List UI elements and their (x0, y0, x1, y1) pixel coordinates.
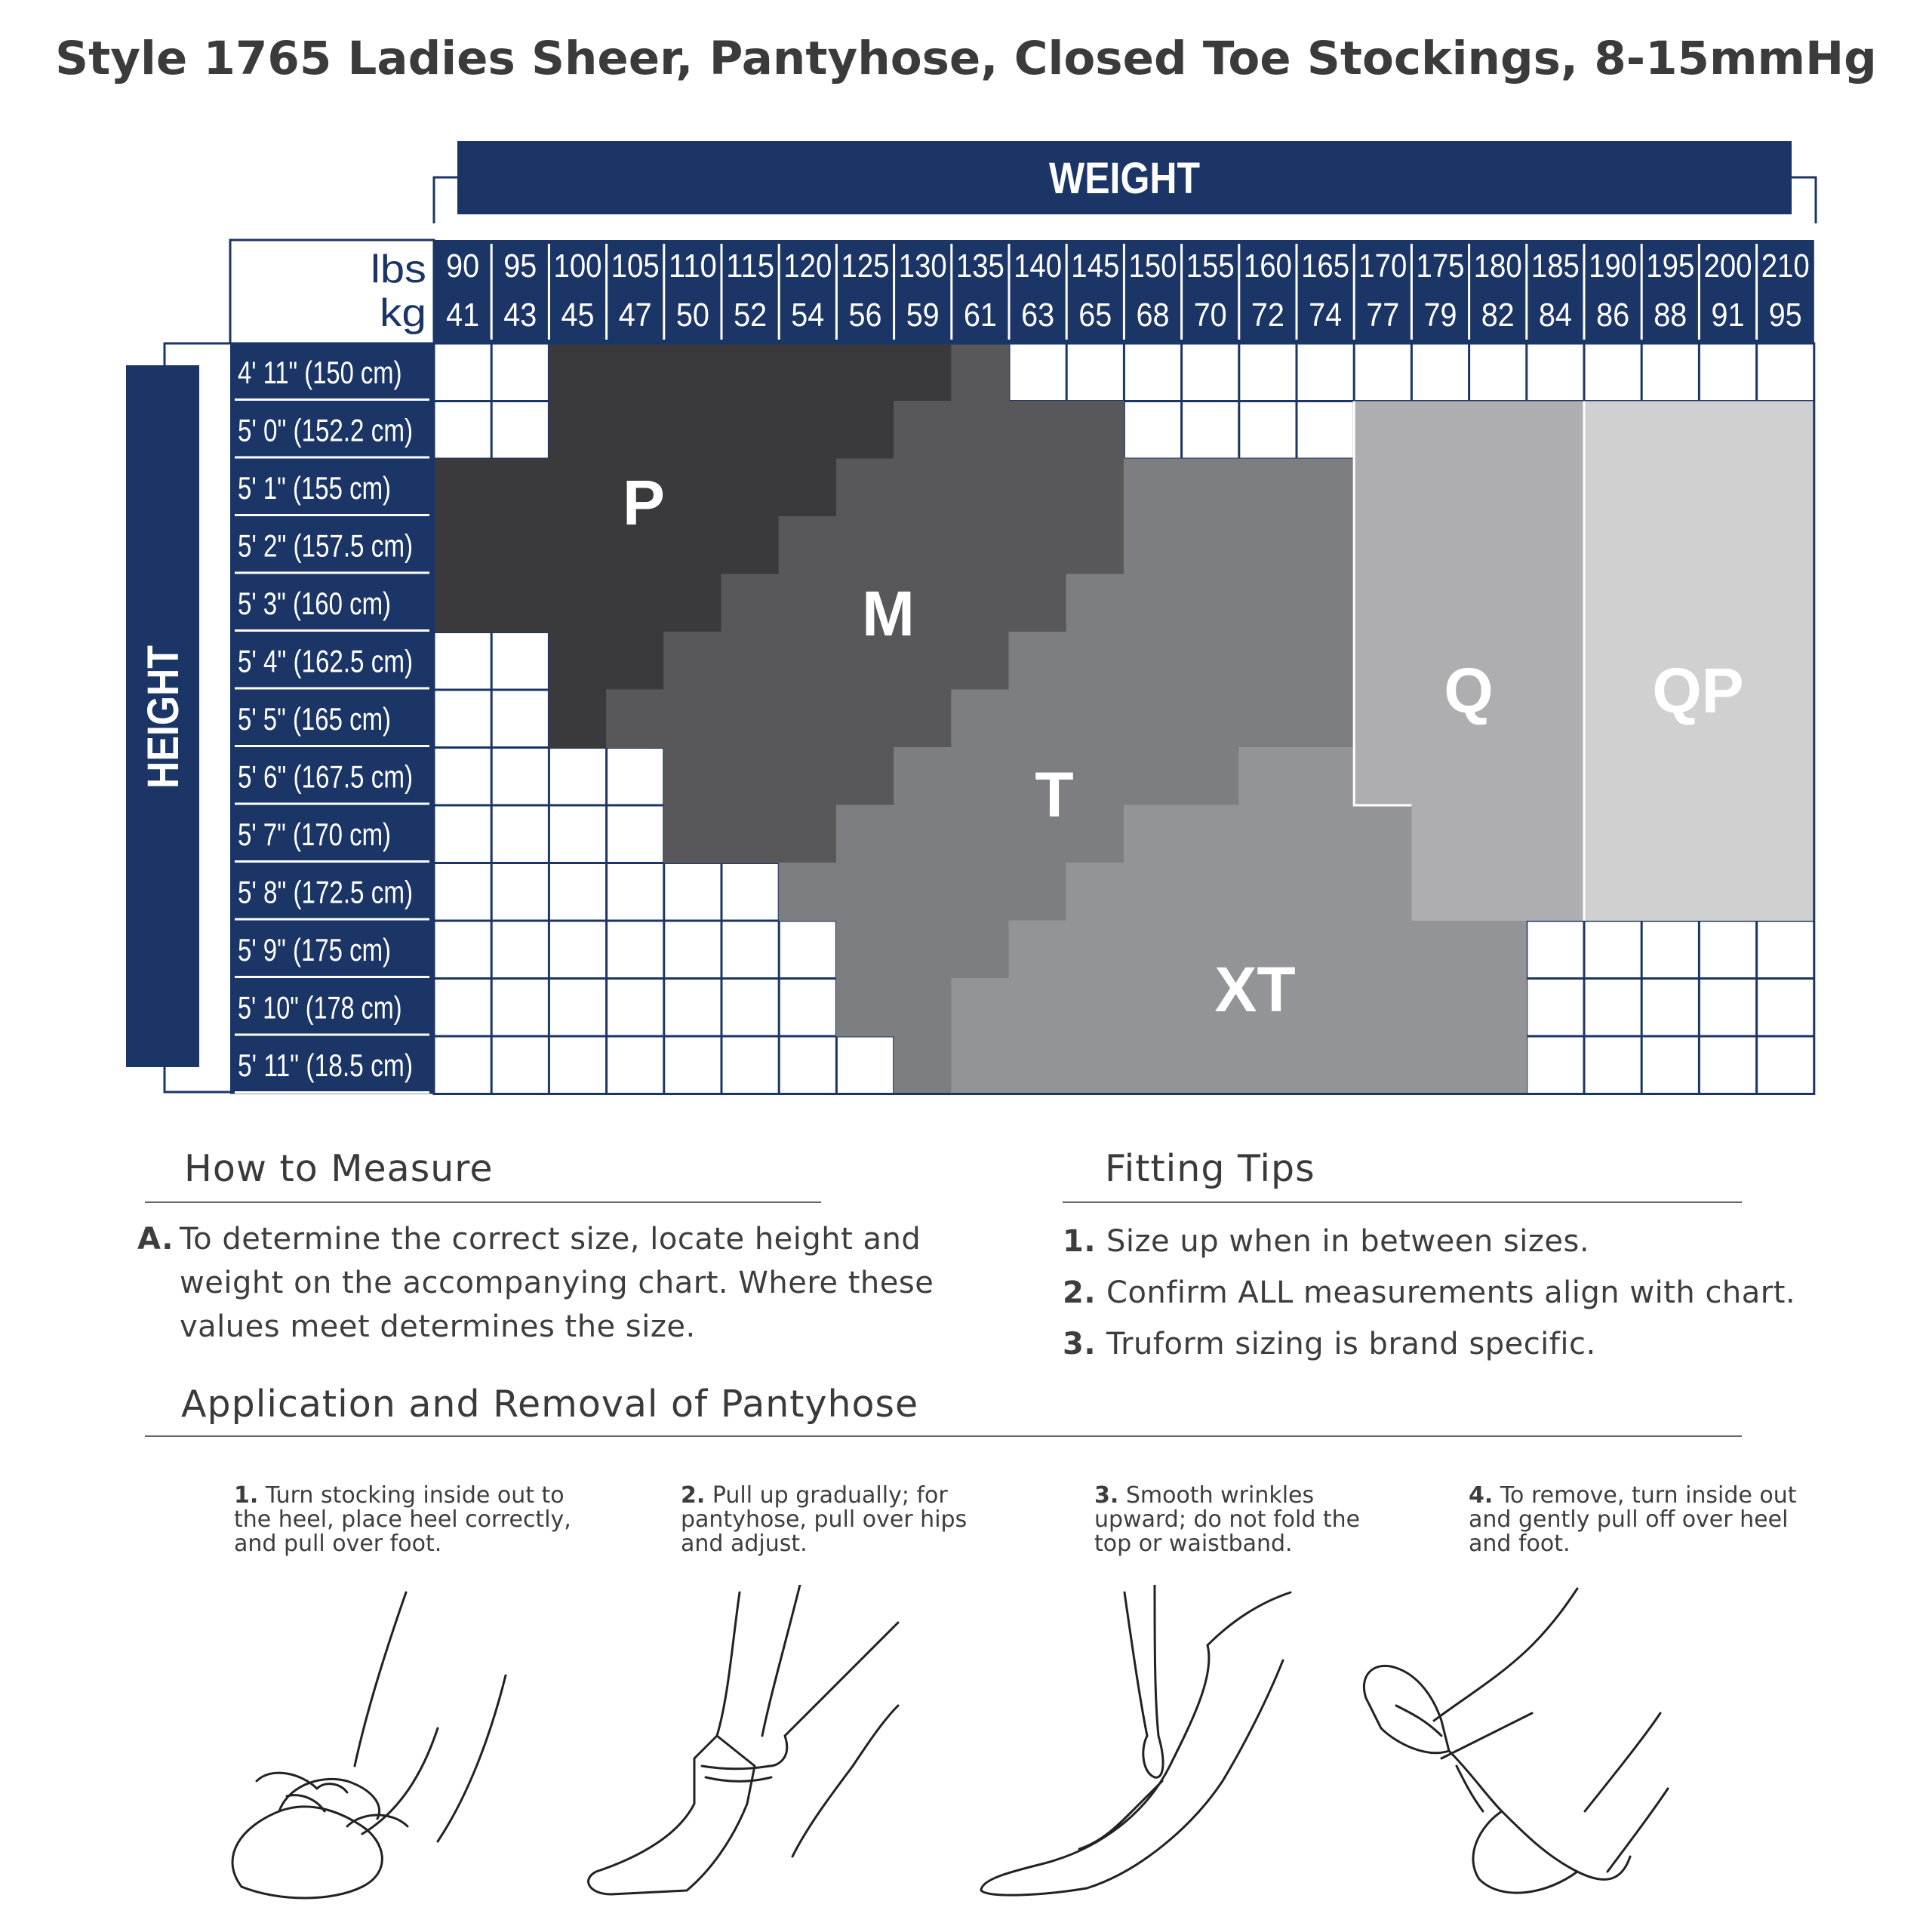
size-cell-T (1181, 459, 1239, 518)
size-cell-M (663, 690, 721, 749)
size-cell-P (721, 343, 780, 402)
how-to-measure-heading: How to Measure (184, 1147, 494, 1190)
weight-kg-tick: 65 (1078, 297, 1112, 334)
weight-lbs-tick: 160 (1243, 248, 1292, 285)
size-cell-T (1124, 459, 1182, 518)
size-cell-T (1124, 747, 1182, 806)
size-cell-P (606, 401, 664, 460)
height-tick: 4' 11" (150 cm) (238, 355, 402, 390)
size-cell-P (663, 459, 721, 518)
size-cell-T (779, 863, 837, 921)
weight-kg-tick: 50 (675, 297, 709, 334)
fitting-tip-text: Truform sizing is brand specific. (1106, 1327, 1596, 1361)
size-cell-M (721, 805, 780, 864)
size-cell-P (434, 459, 492, 518)
size-cell-M (721, 632, 780, 691)
step-number: 1. (234, 1482, 259, 1509)
size-label-T: T (1035, 759, 1074, 830)
size-cell-T (951, 747, 1009, 806)
size-cell-M (894, 516, 952, 575)
size-cell-T (1238, 690, 1297, 749)
fitting-tip-1 (1063, 1224, 1589, 1259)
size-cell-P (606, 343, 664, 402)
size-cell-P (779, 459, 837, 518)
step-text: Pull up gradually; for pantyhose, pull over hips and adjust. (681, 1482, 968, 1557)
size-cell-M (663, 632, 721, 691)
size-label-M: M (862, 578, 915, 649)
weight-kg-tick: 43 (503, 297, 537, 334)
weight-lbs-tick: 155 (1186, 248, 1235, 285)
size-cell-P (491, 459, 549, 518)
size-label-QP: QP (1652, 655, 1744, 726)
size-cell-XT (1066, 921, 1124, 980)
size-cell-M (779, 805, 837, 864)
size-cell-P (721, 459, 780, 518)
size-cell-XT (1238, 863, 1297, 921)
size-cell-M (779, 516, 837, 575)
weight-banner-label: WEIGHT (1049, 154, 1200, 203)
size-cell-T (1181, 574, 1239, 633)
size-cell-T (1297, 516, 1355, 575)
size-label-XT: XT (1214, 954, 1296, 1025)
size-cell-XT (1124, 978, 1182, 1037)
weight-kg-tick: 56 (848, 297, 882, 334)
size-cell-M (951, 516, 1009, 575)
size-cell-T (951, 805, 1009, 864)
size-cell-P (549, 401, 607, 460)
size-cell-T (1124, 690, 1182, 749)
weight-lbs-tick: 200 (1703, 248, 1752, 285)
size-cell-M (721, 574, 780, 633)
size-cell-T (894, 978, 952, 1037)
size-cell-T (1009, 632, 1067, 691)
weight-lbs-tick: 130 (898, 248, 947, 285)
size-cell-T (894, 1036, 952, 1095)
size-cell-M (779, 632, 837, 691)
unit-lbs-label: lbs (371, 248, 426, 291)
application-divider (145, 1435, 1742, 1437)
size-cell-T (894, 863, 952, 921)
height-tick: 5' 5" (165 cm) (238, 701, 391, 737)
how-to-measure-text: To determine the correct size, locate height and weight on the accompanying chart. Where these values meet determines the size. (180, 1222, 934, 1344)
unit-kg-label: kg (380, 291, 426, 335)
size-cell-P (836, 401, 894, 460)
weight-lbs-tick: 190 (1589, 248, 1638, 285)
size-cell-XT (1009, 1036, 1067, 1095)
size-cell-P (549, 574, 607, 633)
size-cell-XT (1066, 1036, 1124, 1095)
size-cell-XT (1354, 978, 1412, 1037)
weight-lbs-tick: 115 (726, 248, 775, 285)
size-cell-T (951, 863, 1009, 921)
height-tick: 5' 0" (152.2 cm) (238, 412, 413, 448)
weight-kg-tick: 41 (446, 297, 480, 334)
size-cell-P (663, 574, 721, 633)
weight-lbs-tick: 175 (1416, 248, 1465, 285)
how-to-measure-divider (145, 1201, 821, 1203)
weight-lbs-tick: 210 (1761, 248, 1810, 285)
weight-lbs-tick: 110 (668, 248, 717, 285)
fitting-tip-text: Size up when in between sizes. (1106, 1224, 1590, 1259)
size-cell-XT (1009, 921, 1067, 980)
page-title: Style 1765 Ladies Sheer, Pantyhose, Closed Toe Stockings, 8-15mmHg (55, 32, 1877, 85)
step-number: 3. (1094, 1482, 1119, 1509)
size-cell-M (1066, 401, 1124, 460)
size-cell-T (951, 690, 1009, 749)
weight-lbs-tick: 140 (1014, 248, 1063, 285)
size-cell-T (1066, 747, 1124, 806)
height-tick: 5' 2" (157.5 cm) (238, 528, 413, 564)
size-cell-XT (1181, 863, 1239, 921)
weight-kg-tick: 47 (618, 297, 652, 334)
size-cell-T (1124, 632, 1182, 691)
size-cell-M (836, 747, 894, 806)
size-cell-T (1066, 632, 1124, 691)
size-cell-XT (1066, 978, 1124, 1037)
weight-kg-tick: 45 (561, 297, 595, 334)
weight-kg-tick: 52 (734, 297, 768, 334)
size-cell-M (894, 459, 952, 518)
weight-kg-tick: 63 (1021, 297, 1055, 334)
size-cell-P (549, 516, 607, 575)
size-label-Q: Q (1444, 655, 1494, 726)
fitting-tip-text: Confirm ALL measurements align with chart. (1106, 1275, 1796, 1310)
size-cell-M (951, 343, 1009, 402)
size-cell-M (1066, 516, 1124, 575)
size-cell-P (894, 343, 952, 402)
size-cell-T (836, 978, 894, 1037)
size-cell-XT (1238, 1036, 1297, 1095)
size-cell-M (951, 574, 1009, 633)
fitting-tip-number: 1. (1063, 1224, 1097, 1259)
size-cell-T (951, 921, 1009, 980)
size-cell-T (1297, 459, 1355, 518)
size-cell-T (894, 805, 952, 864)
height-tick: 5' 11" (18.5 cm) (238, 1048, 413, 1083)
size-cell-T (1066, 574, 1124, 633)
weight-lbs-tick: 195 (1646, 248, 1695, 285)
weight-kg-tick: 86 (1596, 297, 1630, 334)
fitting-tips-heading: Fitting Tips (1105, 1147, 1315, 1190)
illustration-smooth-wrinkles (966, 1585, 1298, 1902)
size-cell-M (1066, 459, 1124, 518)
size-cell-T (1238, 516, 1297, 575)
size-cell-P (434, 574, 492, 633)
size-cell-M (894, 690, 952, 749)
how-to-measure-marker: A. (137, 1222, 174, 1257)
size-cell-T (1009, 863, 1067, 921)
height-tick: 5' 7" (170 cm) (238, 817, 391, 852)
size-label-P: P (622, 467, 666, 538)
size-cell-P (606, 574, 664, 633)
size-cell-P (721, 516, 780, 575)
illustration-remove (1351, 1585, 1683, 1902)
how-to-measure-text-block (137, 1217, 1005, 1349)
weight-lbs-tick: 100 (553, 248, 602, 285)
size-cell-XT (1297, 747, 1355, 806)
size-cell-P (491, 516, 549, 575)
size-cell-T (1181, 747, 1239, 806)
size-cell-P (434, 516, 492, 575)
weight-lbs-tick: 135 (955, 248, 1004, 285)
weight-kg-tick: 72 (1251, 297, 1284, 334)
size-cell-P (549, 459, 607, 518)
size-cell-T (836, 921, 894, 980)
size-cell-M (721, 747, 780, 806)
size-cell-T (1181, 632, 1239, 691)
size-cell-T (1238, 459, 1297, 518)
height-tick: 5' 4" (162.5 cm) (238, 643, 413, 679)
application-step-4 (1469, 1484, 1801, 1556)
size-cell-M (1009, 574, 1067, 633)
size-cell-T (836, 805, 894, 864)
size-cell-P (663, 343, 721, 402)
size-cell-M (779, 690, 837, 749)
application-heading: Application and Removal of Pantyhose (181, 1383, 919, 1426)
application-step-1 (234, 1484, 596, 1556)
size-region-Q (1354, 401, 1584, 806)
weight-lbs-tick: 185 (1531, 248, 1580, 285)
step-text: To remove, turn inside out and gently pull off over heel and foot. (1469, 1482, 1797, 1557)
size-cell-P (663, 516, 721, 575)
size-cell-M (836, 690, 894, 749)
weight-lbs-tick: 145 (1071, 248, 1120, 285)
size-cell-P (549, 690, 607, 749)
weight-kg-tick: 54 (791, 297, 825, 334)
size-cell-P (549, 632, 607, 691)
size-cell-M (779, 574, 837, 633)
size-cell-XT (1124, 921, 1182, 980)
size-cell-XT (1238, 805, 1297, 864)
size-cell-M (779, 747, 837, 806)
weight-kg-tick: 95 (1768, 297, 1802, 334)
size-cell-XT (1238, 747, 1297, 806)
size-cell-T (836, 863, 894, 921)
size-cell-M (663, 747, 721, 806)
size-cell-XT (1297, 978, 1355, 1037)
size-cell-M (1009, 459, 1067, 518)
size-cell-M (1009, 516, 1067, 575)
size-cell-XT (1297, 863, 1355, 921)
size-cell-T (1181, 516, 1239, 575)
size-cell-XT (1009, 978, 1067, 1037)
weight-lbs-tick: 90 (446, 248, 480, 285)
size-cell-M (951, 459, 1009, 518)
size-cell-M (836, 459, 894, 518)
size-cell-M (836, 516, 894, 575)
weight-kg-tick: 91 (1711, 297, 1745, 334)
size-cell-P (549, 343, 607, 402)
weight-kg-tick: 88 (1654, 297, 1687, 334)
weight-kg-tick: 77 (1366, 297, 1400, 334)
size-cell-P (491, 574, 549, 633)
fitting-tip-2 (1063, 1275, 1795, 1310)
weight-lbs-tick: 95 (503, 248, 537, 285)
size-cell-M (663, 805, 721, 864)
size-cell-P (779, 343, 837, 402)
height-banner-label: HEIGHT (139, 623, 188, 789)
size-cell-T (894, 747, 952, 806)
size-cell-XT (1297, 1036, 1355, 1095)
weight-lbs-tick: 150 (1128, 248, 1177, 285)
size-cell-XT (1124, 863, 1182, 921)
size-cell-M (951, 632, 1009, 691)
size-cell-P (779, 401, 837, 460)
size-cell-XT (1066, 863, 1124, 921)
weight-kg-tick: 68 (1136, 297, 1170, 334)
size-cell-XT (1297, 805, 1355, 864)
size-cell-T (1238, 574, 1297, 633)
size-cell-P (836, 343, 894, 402)
weight-lbs-tick: 165 (1301, 248, 1350, 285)
size-cell-T (1297, 690, 1355, 749)
size-cell-XT (1181, 1036, 1239, 1095)
size-cell-M (894, 401, 952, 460)
fitting-tip-number: 2. (1063, 1275, 1097, 1310)
height-tick: 5' 3" (160 cm) (238, 586, 391, 621)
size-cell-XT (1124, 805, 1182, 864)
fitting-tip-3 (1063, 1327, 1596, 1361)
size-cell-M (1009, 401, 1067, 460)
weight-lbs-tick: 125 (841, 248, 890, 285)
size-cell-P (606, 632, 664, 691)
height-tick: 5' 6" (167.5 cm) (238, 758, 413, 795)
size-cell-T (1124, 574, 1182, 633)
illustration-pull-up (581, 1585, 913, 1902)
size-cell-T (1124, 516, 1182, 575)
weight-kg-tick: 70 (1193, 297, 1227, 334)
size-cell-XT (951, 978, 1009, 1037)
height-tick: 5' 10" (178 cm) (238, 989, 402, 1026)
size-cell-T (894, 921, 952, 980)
weight-kg-tick: 61 (963, 297, 997, 334)
weight-kg-tick: 74 (1309, 297, 1343, 334)
size-cell-XT (1181, 805, 1239, 864)
size-cell-T (1181, 690, 1239, 749)
weight-lbs-tick: 105 (611, 248, 660, 285)
weight-lbs-tick: 170 (1358, 248, 1407, 285)
application-step-2 (681, 1484, 1013, 1556)
step-text: Smooth wrinkles upward; do not fold the top or waistband. (1094, 1482, 1361, 1557)
fitting-tips-divider (1063, 1201, 1742, 1203)
illustration-turn-stocking (211, 1585, 528, 1902)
size-cell-T (1297, 574, 1355, 633)
step-number: 2. (681, 1482, 706, 1509)
height-tick: 5' 9" (175 cm) (238, 932, 391, 968)
size-region-XT (1411, 921, 1526, 1094)
size-cell-T (1009, 690, 1067, 749)
weight-kg-tick: 82 (1481, 297, 1515, 334)
fitting-tip-number: 3. (1063, 1327, 1097, 1361)
height-tick: 5' 8" (172.5 cm) (238, 874, 413, 910)
size-cell-XT (951, 1036, 1009, 1095)
weight-lbs-tick: 180 (1473, 248, 1522, 285)
size-region-Q (1411, 805, 1584, 921)
height-tick: 5' 1" (155 cm) (238, 470, 391, 506)
size-cell-XT (1354, 1036, 1412, 1095)
weight-kg-tick: 79 (1423, 297, 1457, 334)
weight-kg-tick: 84 (1538, 297, 1572, 334)
size-cell-T (1066, 690, 1124, 749)
step-text: Turn stocking inside out to the heel, place heel correctly, and pull over foot. (234, 1482, 571, 1557)
weight-lbs-tick: 120 (783, 248, 832, 285)
size-region-XT (1354, 805, 1411, 979)
size-cell-M (606, 690, 664, 749)
size-cell-T (1066, 805, 1124, 864)
size-cell-M (721, 690, 780, 749)
size-cell-P (721, 401, 780, 460)
size-cell-XT (1124, 1036, 1182, 1095)
size-cell-T (1297, 632, 1355, 691)
weight-kg-tick: 59 (906, 297, 940, 334)
size-cell-P (663, 401, 721, 460)
step-number: 4. (1469, 1482, 1494, 1509)
size-cell-M (951, 401, 1009, 460)
size-cell-T (1238, 632, 1297, 691)
application-step-3 (1094, 1484, 1396, 1556)
size-cell-XT (1297, 921, 1355, 980)
